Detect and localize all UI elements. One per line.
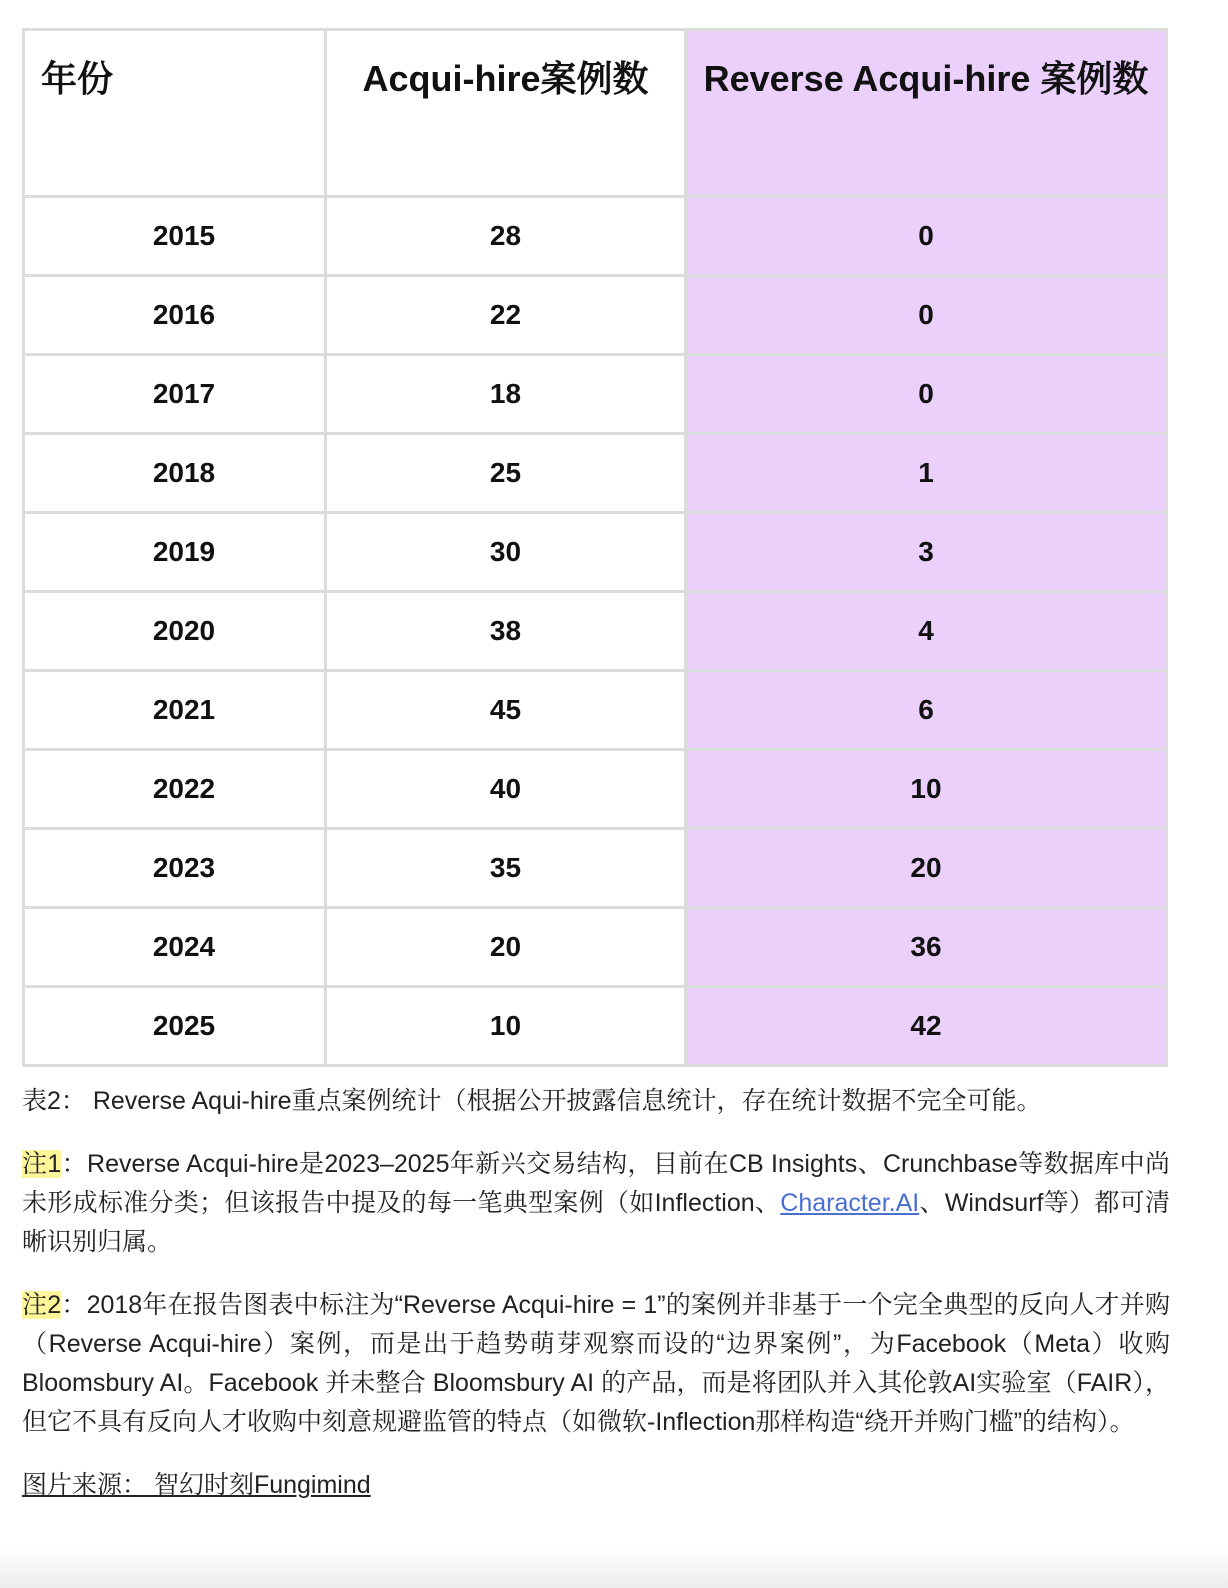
cell-acqui-hire: 22: [326, 276, 686, 355]
cell-acqui-hire: 25: [326, 434, 686, 513]
cell-reverse: 0: [686, 355, 1167, 434]
cell-acqui-hire: 18: [326, 355, 686, 434]
table-row: [24, 987, 1167, 1066]
cell-acqui-hire: 28: [326, 197, 686, 276]
case-stats-table: [22, 28, 1168, 1067]
note-1-label: 注1: [22, 1150, 62, 1178]
table-row: [24, 829, 1167, 908]
cell-year: 2023: [24, 829, 326, 908]
note-2: [22, 1286, 1170, 1442]
cell-reverse: 6: [686, 671, 1167, 750]
character-ai-link[interactable]: Character.AI: [780, 1189, 920, 1217]
header-acqui-hire: Acqui-hire案例数: [326, 30, 686, 197]
cell-year: 2025: [24, 987, 326, 1066]
cell-year: 2015: [24, 197, 326, 276]
cell-acqui-hire: 45: [326, 671, 686, 750]
cell-year: 2018: [24, 434, 326, 513]
cell-acqui-hire: 40: [326, 750, 686, 829]
note-1-text-end: 、Windsurf等）都可清晰识别归属。: [22, 1189, 1170, 1256]
table-row: [24, 276, 1167, 355]
cell-year: 2016: [24, 276, 326, 355]
cell-reverse: 42: [686, 987, 1167, 1066]
cell-year: 2017: [24, 355, 326, 434]
table-row: [24, 197, 1167, 276]
note-2-text: ：2018年在报告图表中标注为“Reverse Acqui-hire = 1”的案例并非基于一个完全典型的反向人才并购（Reverse Acqui-hire）案例，而是出于趋势萌芽观察而设的“边界案例”，为Facebook（Meta）收购Bloomsbury AI。Facebook 并未整合 Bloomsbury AI 的产品，而是将团队并入其伦敦AI实验室（FAIR），但它不具有反向人才收购中刻意规避监管的特点（如微软-Inflection那样构造“绕开并购门槛”的结构）。: [22, 1291, 1171, 1436]
table-row: [24, 671, 1167, 750]
cell-reverse: 0: [686, 276, 1167, 355]
table-row: [24, 513, 1167, 592]
cell-acqui-hire: 30: [326, 513, 686, 592]
cell-year: 2022: [24, 750, 326, 829]
image-source: 图片来源： 智幻时刻Fungimind: [22, 1471, 371, 1499]
note-1-text: ：Reverse Acqui-hire是2023–2025年新兴交易结构，目前在CB Insights、Crunchbase等数据库中尚未形成标准分类；但该报告中提及的每一笔典型案例（如Inflection、: [22, 1150, 1170, 1217]
table-row: [24, 434, 1167, 513]
table-row: [24, 908, 1167, 987]
cell-year: 2019: [24, 513, 326, 592]
note-2-label: 注2: [22, 1291, 62, 1319]
cell-reverse: 20: [686, 829, 1167, 908]
cell-acqui-hire: 10: [326, 987, 686, 1066]
note-1: [22, 1145, 1170, 1262]
table-header-row: [24, 30, 1167, 197]
table-row: [24, 355, 1167, 434]
cell-year: 2024: [24, 908, 326, 987]
cell-year: 2021: [24, 671, 326, 750]
cell-acqui-hire: 35: [326, 829, 686, 908]
cell-reverse: 1: [686, 434, 1167, 513]
header-reverse-acqui-hire: Reverse Acqui-hire 案例数: [686, 30, 1167, 197]
cell-acqui-hire: 20: [326, 908, 686, 987]
header-year: 年份: [24, 30, 326, 197]
cell-reverse: 10: [686, 750, 1167, 829]
cell-reverse: 4: [686, 592, 1167, 671]
table-row: [24, 750, 1167, 829]
table-caption: 表2： Reverse Aqui-hire重点案例统计（根据公开披露信息统计，存在统计数据不完全可能。: [22, 1087, 1042, 1115]
cell-reverse: 0: [686, 197, 1167, 276]
table-row: [24, 592, 1167, 671]
cell-year: 2020: [24, 592, 326, 671]
cell-acqui-hire: 38: [326, 592, 686, 671]
cell-reverse: 36: [686, 908, 1167, 987]
page-bottom-fade: [0, 1548, 1228, 1588]
cell-reverse: 3: [686, 513, 1167, 592]
notes-section: [22, 1082, 1170, 1505]
